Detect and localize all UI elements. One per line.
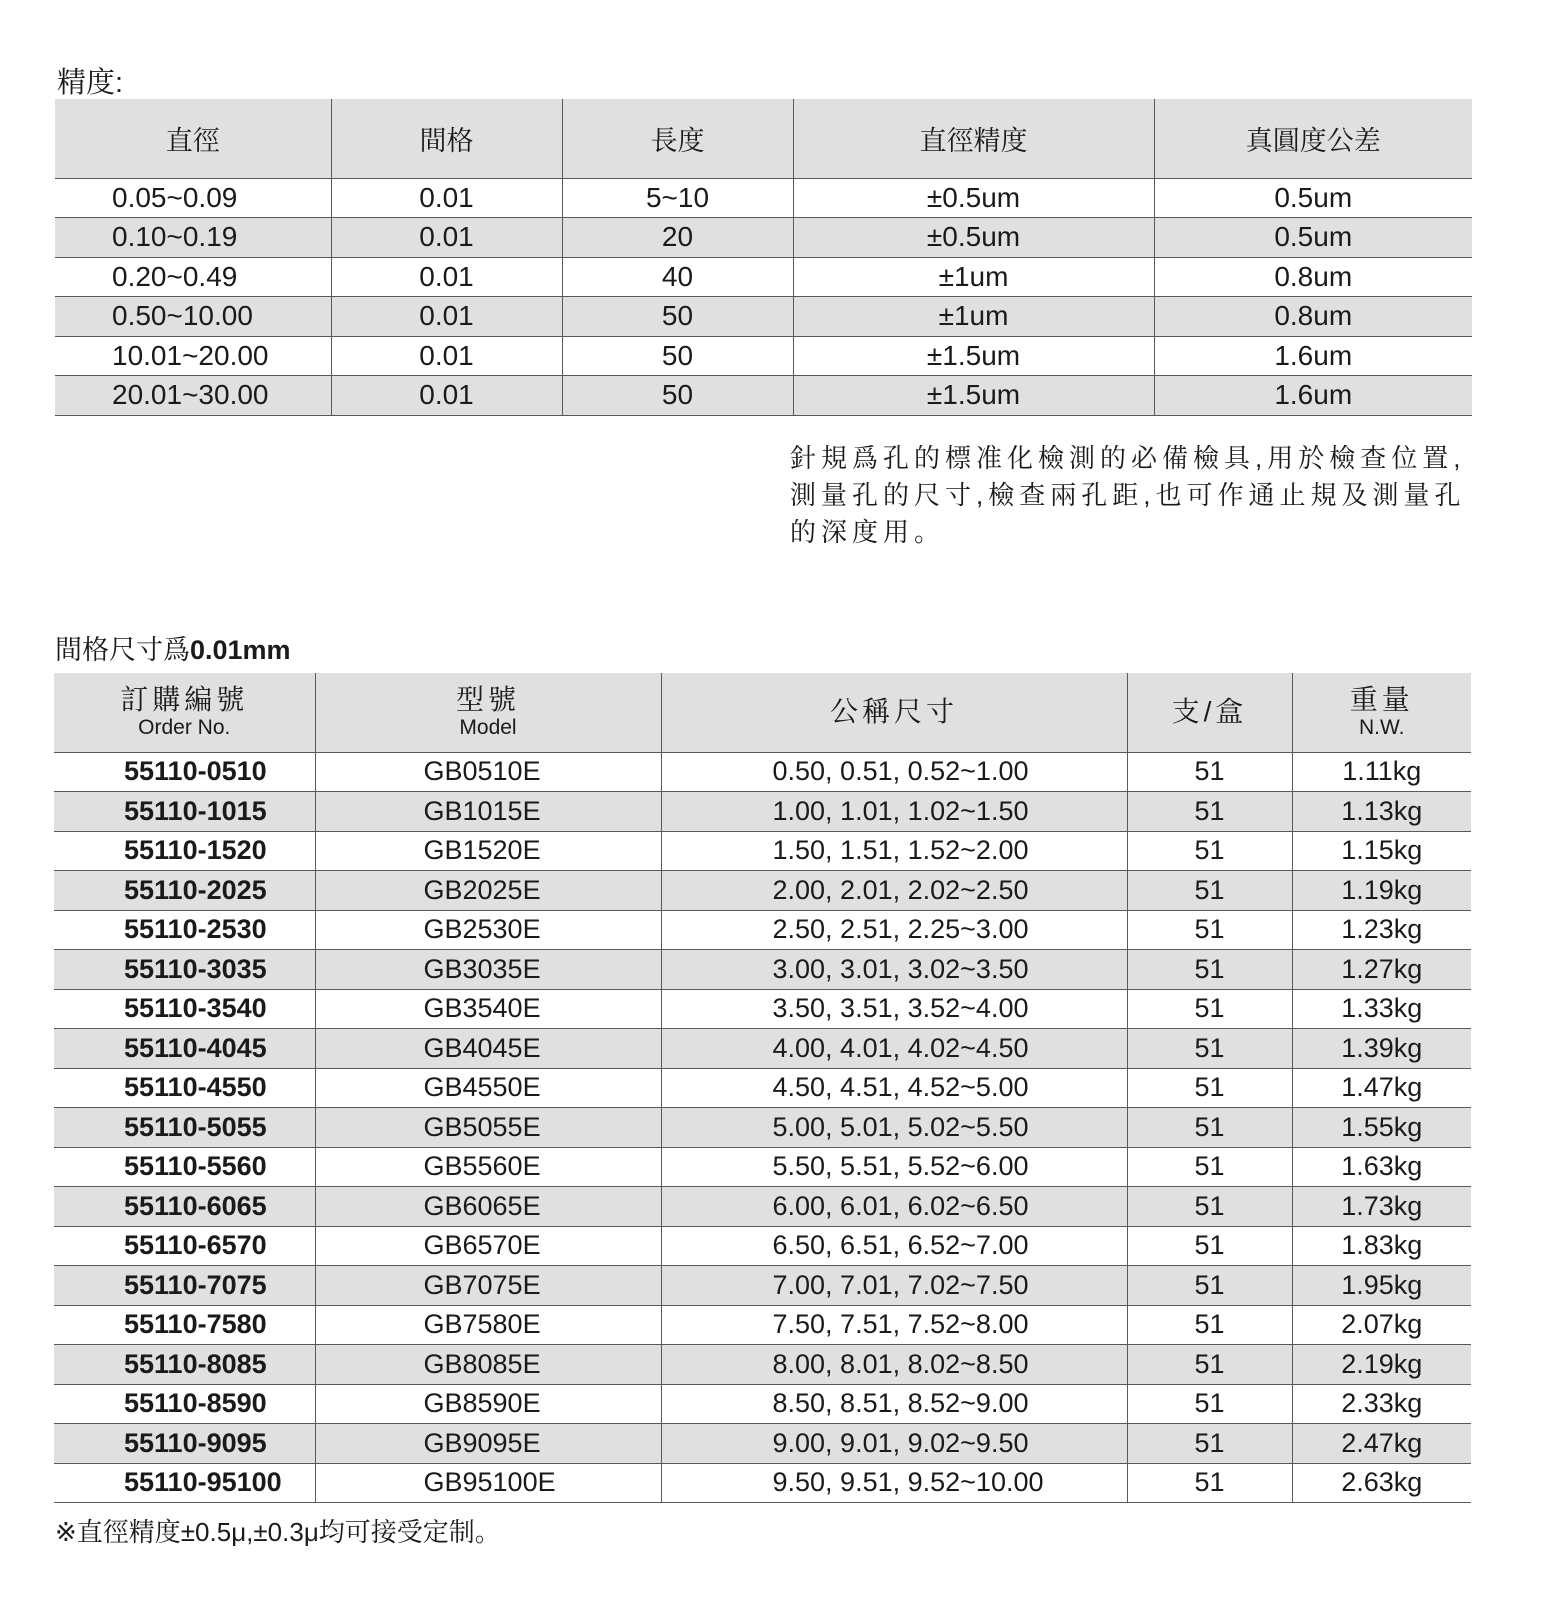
pcs-per-box-cell: 51	[1127, 1424, 1292, 1464]
catalog-title-prefix: 間格尺寸爲	[55, 635, 190, 665]
catalog-row	[54, 1226, 1471, 1266]
model-cell: GB4550E	[315, 1068, 661, 1108]
catalog-table	[54, 673, 1471, 1503]
catalog-row	[54, 989, 1471, 1029]
diameter-cell: 10.01~20.00	[55, 336, 331, 376]
precision-title: 精度:	[57, 67, 124, 99]
interval-cell: 0.01	[331, 218, 562, 258]
order-no-cell: 55110-3540	[54, 989, 315, 1029]
weight-cell: 1.55kg	[1292, 1108, 1471, 1148]
diameter-cell: 0.50~10.00	[55, 297, 331, 337]
weight-cell: 1.13kg	[1292, 792, 1471, 832]
diameter-cell: 0.20~0.49	[55, 257, 331, 297]
catalog-row	[54, 1384, 1471, 1424]
precision-row	[55, 178, 1472, 218]
precision-row	[55, 297, 1472, 337]
pcs-per-box-cell: 51	[1127, 1187, 1292, 1227]
interval-cell: 0.01	[331, 376, 562, 416]
catalog-row	[54, 950, 1471, 990]
model-cell: GB95100E	[315, 1463, 661, 1503]
length-cell: 50	[562, 336, 793, 376]
length-cell: 20	[562, 218, 793, 258]
precision-table	[55, 99, 1472, 416]
precision-row	[55, 218, 1472, 258]
pcs-per-box-cell: 51	[1127, 1029, 1292, 1069]
catalog-row	[54, 1305, 1471, 1345]
length-cell: 50	[562, 297, 793, 337]
pcs-per-box-cell: 51	[1127, 752, 1292, 792]
roundness-cell: 1.6um	[1154, 376, 1472, 416]
diameter-accuracy-cell: ±1um	[793, 257, 1154, 297]
weight-cell: 2.07kg	[1292, 1305, 1471, 1345]
nominal-size-cell: 2.00, 2.01, 2.02~2.50	[661, 871, 1127, 911]
catalog-row	[54, 752, 1471, 792]
diameter-accuracy-cell: ±1.5um	[793, 376, 1154, 416]
header-nominal-size	[661, 673, 1127, 752]
order-no-cell: 55110-3035	[54, 950, 315, 990]
pcs-per-box-cell: 51	[1127, 792, 1292, 832]
nominal-size-cell: 8.00, 8.01, 8.02~8.50	[661, 1345, 1127, 1385]
header-order-no	[54, 673, 315, 752]
weight-cell: 1.73kg	[1292, 1187, 1471, 1227]
catalog-title	[55, 628, 291, 667]
description-line: 的深度用。	[790, 517, 946, 547]
model-cell: GB9095E	[315, 1424, 661, 1464]
header-weight-sub: N.W.	[1359, 716, 1405, 740]
description-text	[790, 440, 1480, 551]
nominal-size-cell: 2.50, 2.51, 2.25~3.00	[661, 910, 1127, 950]
header-diameter-accuracy: 直徑精度	[793, 99, 1154, 178]
precision-row	[55, 336, 1472, 376]
pcs-per-box-cell: 51	[1127, 1384, 1292, 1424]
pcs-per-box-cell: 51	[1127, 1305, 1292, 1345]
model-cell: GB2530E	[315, 910, 661, 950]
length-cell: 50	[562, 376, 793, 416]
model-cell: GB8085E	[315, 1345, 661, 1385]
header-model-sub: Model	[459, 716, 517, 740]
length-cell: 5~10	[562, 178, 793, 218]
weight-cell: 1.27kg	[1292, 950, 1471, 990]
header-size-main: 公稱尺寸	[829, 696, 958, 728]
nominal-size-cell: 1.50, 1.51, 1.52~2.00	[661, 831, 1127, 871]
precision-header-row	[55, 99, 1472, 178]
nominal-size-cell: 9.00, 9.01, 9.02~9.50	[661, 1424, 1127, 1464]
nominal-size-cell: 1.00, 1.01, 1.02~1.50	[661, 792, 1127, 832]
diameter-cell: 0.05~0.09	[55, 178, 331, 218]
model-cell: GB7580E	[315, 1305, 661, 1345]
pcs-per-box-cell: 51	[1127, 950, 1292, 990]
weight-cell: 1.15kg	[1292, 831, 1471, 871]
nominal-size-cell: 6.50, 6.51, 6.52~7.00	[661, 1226, 1127, 1266]
catalog-row	[54, 1266, 1471, 1306]
roundness-cell: 1.6um	[1154, 336, 1472, 376]
pcs-per-box-cell: 51	[1127, 1147, 1292, 1187]
nominal-size-cell: 0.50, 0.51, 0.52~1.00	[661, 752, 1127, 792]
model-cell: GB5560E	[315, 1147, 661, 1187]
nominal-size-cell: 9.50, 9.51, 9.52~10.00	[661, 1463, 1127, 1503]
length-cell: 40	[562, 257, 793, 297]
header-model	[315, 673, 661, 752]
header-roundness-tolerance: 真圓度公差	[1154, 99, 1472, 178]
model-cell: GB6065E	[315, 1187, 661, 1227]
diameter-accuracy-cell: ±1um	[793, 297, 1154, 337]
roundness-cell: 0.5um	[1154, 218, 1472, 258]
nominal-size-cell: 4.50, 4.51, 4.52~5.00	[661, 1068, 1127, 1108]
pcs-per-box-cell: 51	[1127, 989, 1292, 1029]
catalog-row	[54, 871, 1471, 911]
weight-cell: 1.39kg	[1292, 1029, 1471, 1069]
pcs-per-box-cell: 51	[1127, 831, 1292, 871]
weight-cell: 1.33kg	[1292, 989, 1471, 1029]
model-cell: GB0510E	[315, 752, 661, 792]
diameter-accuracy-cell: ±0.5um	[793, 178, 1154, 218]
catalog-row	[54, 1108, 1471, 1148]
diameter-accuracy-cell: ±0.5um	[793, 218, 1154, 258]
model-cell: GB7075E	[315, 1266, 661, 1306]
model-cell: GB6570E	[315, 1226, 661, 1266]
catalog-header-row	[54, 673, 1471, 752]
order-no-cell: 55110-4550	[54, 1068, 315, 1108]
order-no-cell: 55110-1015	[54, 792, 315, 832]
roundness-cell: 0.8um	[1154, 297, 1472, 337]
pcs-per-box-cell: 51	[1127, 1226, 1292, 1266]
catalog-row	[54, 910, 1471, 950]
nominal-size-cell: 8.50, 8.51, 8.52~9.00	[661, 1384, 1127, 1424]
weight-cell: 2.19kg	[1292, 1345, 1471, 1385]
order-no-cell: 55110-1520	[54, 831, 315, 871]
header-pcs-per-box	[1127, 673, 1292, 752]
weight-cell: 1.95kg	[1292, 1266, 1471, 1306]
nominal-size-cell: 3.00, 3.01, 3.02~3.50	[661, 950, 1127, 990]
interval-cell: 0.01	[331, 257, 562, 297]
header-model-main: 型號	[455, 684, 520, 716]
pcs-per-box-cell: 51	[1127, 1463, 1292, 1503]
diameter-cell: 20.01~30.00	[55, 376, 331, 416]
model-cell: GB2025E	[315, 871, 661, 911]
weight-cell: 2.33kg	[1292, 1384, 1471, 1424]
weight-cell: 1.19kg	[1292, 871, 1471, 911]
footnote: ※直徑精度±0.5μ,±0.3μ均可接受定制。	[55, 1517, 501, 1547]
order-no-cell: 55110-4045	[54, 1029, 315, 1069]
precision-row	[55, 257, 1472, 297]
order-no-cell: 55110-5055	[54, 1108, 315, 1148]
weight-cell: 1.23kg	[1292, 910, 1471, 950]
header-interval: 間格	[331, 99, 562, 178]
precision-row	[55, 376, 1472, 416]
order-no-cell: 55110-2530	[54, 910, 315, 950]
header-diameter: 直徑	[55, 99, 331, 178]
header-weight-main: 重量	[1349, 684, 1414, 716]
order-no-cell: 55110-8085	[54, 1345, 315, 1385]
catalog-row	[54, 831, 1471, 871]
catalog-row	[54, 1187, 1471, 1227]
nominal-size-cell: 6.00, 6.01, 6.02~6.50	[661, 1187, 1127, 1227]
pcs-per-box-cell: 51	[1127, 910, 1292, 950]
catalog-row	[54, 792, 1471, 832]
model-cell: GB4045E	[315, 1029, 661, 1069]
catalog-row	[54, 1345, 1471, 1385]
pcs-per-box-cell: 51	[1127, 1068, 1292, 1108]
model-cell: GB3035E	[315, 950, 661, 990]
interval-cell: 0.01	[331, 336, 562, 376]
model-cell: GB3540E	[315, 989, 661, 1029]
model-cell: GB1520E	[315, 831, 661, 871]
weight-cell: 1.11kg	[1292, 752, 1471, 792]
header-length: 長度	[562, 99, 793, 178]
order-no-cell: 55110-8590	[54, 1384, 315, 1424]
order-no-cell: 55110-6570	[54, 1226, 315, 1266]
header-box-main: 支/盒	[1171, 696, 1248, 728]
weight-cell: 2.63kg	[1292, 1463, 1471, 1503]
diameter-accuracy-cell: ±1.5um	[793, 336, 1154, 376]
diameter-cell: 0.10~0.19	[55, 218, 331, 258]
weight-cell: 1.47kg	[1292, 1068, 1471, 1108]
header-weight	[1292, 673, 1471, 752]
roundness-cell: 0.8um	[1154, 257, 1472, 297]
model-cell: GB5055E	[315, 1108, 661, 1148]
catalog-title-interval: 0.01mm	[190, 635, 291, 665]
order-no-cell: 55110-2025	[54, 871, 315, 911]
order-no-cell: 55110-95100	[54, 1463, 315, 1503]
nominal-size-cell: 5.00, 5.01, 5.02~5.50	[661, 1108, 1127, 1148]
catalog-row	[54, 1463, 1471, 1503]
catalog-row	[54, 1147, 1471, 1187]
description-line: 針規爲孔的標准化檢測的必備檢具,用於檢查位置,	[790, 443, 1466, 473]
weight-cell: 1.83kg	[1292, 1226, 1471, 1266]
nominal-size-cell: 7.00, 7.01, 7.02~7.50	[661, 1266, 1127, 1306]
roundness-cell: 0.5um	[1154, 178, 1472, 218]
description-line: 測量孔的尺寸,檢查兩孔距,也可作通止規及測量孔	[790, 480, 1466, 510]
order-no-cell: 55110-0510	[124, 756, 267, 787]
pcs-per-box-cell: 51	[1127, 1108, 1292, 1148]
header-order-main: 訂購編號	[120, 684, 249, 716]
nominal-size-cell: 4.00, 4.01, 4.02~4.50	[661, 1029, 1127, 1069]
interval-cell: 0.01	[331, 297, 562, 337]
catalog-row	[54, 1068, 1471, 1108]
interval-cell: 0.01	[331, 178, 562, 218]
pcs-per-box-cell: 51	[1127, 1345, 1292, 1385]
order-no-cell: 55110-6065	[54, 1187, 315, 1227]
order-no-cell: 55110-9095	[54, 1424, 315, 1464]
nominal-size-cell: 7.50, 7.51, 7.52~8.00	[661, 1305, 1127, 1345]
model-cell: GB8590E	[315, 1384, 661, 1424]
nominal-size-cell: 5.50, 5.51, 5.52~6.00	[661, 1147, 1127, 1187]
order-no-cell: 55110-7580	[54, 1305, 315, 1345]
model-cell: GB1015E	[315, 792, 661, 832]
catalog-row	[54, 1029, 1471, 1069]
pcs-per-box-cell: 51	[1127, 1266, 1292, 1306]
weight-cell: 1.63kg	[1292, 1147, 1471, 1187]
nominal-size-cell: 3.50, 3.51, 3.52~4.00	[661, 989, 1127, 1029]
order-no-cell: 55110-7075	[54, 1266, 315, 1306]
catalog-row	[54, 1424, 1471, 1464]
order-no-cell: 55110-5560	[54, 1147, 315, 1187]
pcs-per-box-cell: 51	[1127, 871, 1292, 911]
header-order-sub: Order No.	[138, 716, 231, 740]
weight-cell: 2.47kg	[1292, 1424, 1471, 1464]
